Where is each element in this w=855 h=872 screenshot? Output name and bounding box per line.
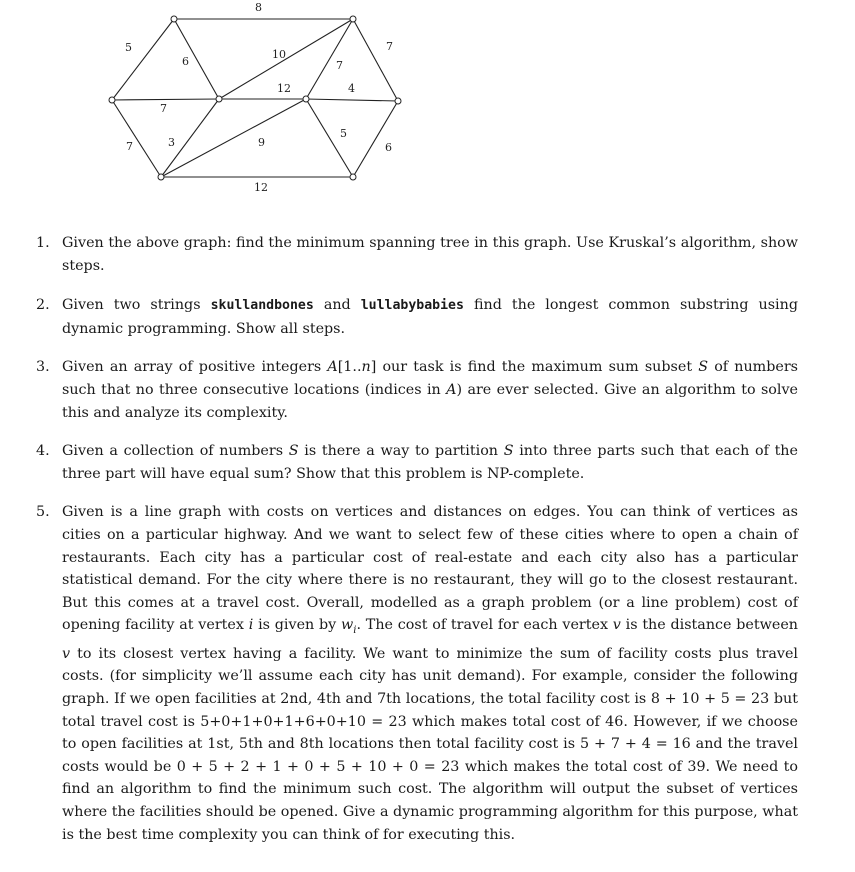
text-run: into three parts such that each of the three part will have equal sum? Show that this problem is NP-complete. <box>62 443 798 482</box>
vertex-right <box>395 98 401 104</box>
vertex-center-left <box>216 96 222 102</box>
weight-left-bl: 7 <box>126 140 133 153</box>
math-symbol: w <box>341 617 354 634</box>
edge-tl-left <box>112 19 174 100</box>
math-symbol: v <box>612 617 621 634</box>
question-number: 2. <box>36 297 50 314</box>
text-run: [1.. <box>337 359 362 376</box>
text-run: . The cost of travel for each vertex <box>356 617 613 634</box>
math-symbol: v <box>62 645 71 662</box>
question-item <box>36 440 798 485</box>
weight-right-br: 6 <box>385 141 392 154</box>
text-run: is there a way to partition <box>298 443 504 460</box>
question-number: 3. <box>36 359 50 376</box>
vertex-top-left <box>171 16 177 22</box>
text-run: of numbers such that no three consecutive locations (indices in <box>62 359 799 398</box>
question-text <box>62 294 798 340</box>
weight-cr-br: 5 <box>340 127 347 140</box>
code-string: skullandbones <box>210 298 314 314</box>
weight-mid-bl: 3 <box>168 136 175 149</box>
weighted-graph-figure <box>0 0 855 200</box>
text-run: to its closest vertex having a facility. We want to minimize the sum of facility costs plus travel costs. (for simplicity we’ll assume each city has unit demand). For example, consider the following graph. If we open facilities at 2nd, 4th and 7th locations, the total facility cost is 8 + 10 + 5 = 23 but total travel cost is 5+0+1+0+1+6+0+10 = 23 which makes total cost of 46. However, if we choose to open facilities at 1st, 5th and 8th locations then total facility cost is 5 + 7 + 4 = 16 and the travel costs would be 0 + 5 + 2 + 1 + 0 + 5 + 10 + 0 = 23 which makes the total cost of 39. We need to find an algorithm to find the minimum such cost. The algorithm will output the subset of vertices where the facilities should be opened. Give a dynamic programming algorithm for this purpose, what is the best time complexity you can think of for executing this. <box>62 645 798 843</box>
question-number: 1. <box>36 235 50 251</box>
math-symbol: n <box>361 359 371 376</box>
edge-cr-bl <box>161 99 306 177</box>
question-item <box>36 294 798 340</box>
weight-tr-right: 7 <box>386 40 393 53</box>
question-text <box>62 501 798 846</box>
question-text <box>62 232 798 277</box>
question-number: 5. <box>36 504 50 521</box>
math-symbol: i <box>248 617 254 634</box>
text-run: is the distance between <box>620 617 799 634</box>
question-item <box>36 501 798 846</box>
weight-tl-mid: 6 <box>182 55 189 68</box>
edge-left-mid <box>112 99 219 100</box>
question-number: 4. <box>36 443 50 460</box>
edge-tr-cr <box>306 19 353 99</box>
text-run: Given is a line graph with costs on vertices and distances on edges. You can think of vertices as cities on a particular highway. And we want to select few of these cities where to open a chain of restaurants. Each city has a particular cost of real-estate and each city also has a particular statistical demand. For the city where there is no restaurant, they will go to the closest restaurant. But this comes at a travel cost. Overall, modelled as a graph problem (or a line problem) cost of opening facility at vertex <box>62 504 798 634</box>
question-list <box>36 232 798 846</box>
question-item <box>36 232 798 277</box>
weight-tr-cr: 7 <box>336 59 343 72</box>
text-run: Given an array of positive integers <box>62 359 328 376</box>
question-text <box>62 440 798 485</box>
vertex-left <box>109 97 115 103</box>
math-symbol: A <box>327 359 338 376</box>
vertex-bottom-right <box>350 174 356 180</box>
text-run: ) are ever selected. Give an algorithm to solve this and analyze its complexity. <box>62 381 798 421</box>
weight-left-mid: 7 <box>160 102 167 115</box>
edge-left-bl <box>112 100 161 177</box>
edge-cr-right <box>306 99 398 101</box>
edge-tl-mid <box>174 19 219 99</box>
math-symbol: S <box>698 359 709 376</box>
weight-tr-mid: 10 <box>272 48 286 61</box>
weight-cr-right: 4 <box>348 82 355 95</box>
text-run: ] our task is find the maximum sum subset <box>370 359 699 376</box>
text-run: and <box>313 297 361 314</box>
question-text <box>62 356 798 424</box>
edge-right-br <box>353 101 398 177</box>
edge-tr-right <box>353 19 398 101</box>
math-symbol: S <box>288 443 299 460</box>
weight-mid-cr: 12 <box>277 82 291 95</box>
text-run: Given the above graph: find the minimum spanning tree in this graph. Use Kruskal’s algorithm, show steps. <box>62 235 798 274</box>
math-symbol: A <box>446 381 457 398</box>
weight-bottom: 12 <box>254 181 268 194</box>
math-symbol: S <box>503 443 514 460</box>
text-run: Given two strings <box>62 297 211 314</box>
text-run: Given a collection of numbers <box>62 443 289 460</box>
weight-cr-bl: 9 <box>258 136 265 149</box>
math-subscript: i <box>353 625 357 637</box>
text-run: find the longest common substring using dynamic programming. Show all steps. <box>62 297 798 337</box>
weight-tl-left: 5 <box>125 41 132 54</box>
text-run: is given by <box>253 617 342 634</box>
question-item <box>36 356 798 424</box>
vertex-center-right <box>303 96 309 102</box>
weight-top: 8 <box>255 1 262 14</box>
code-string: lullabybabies <box>360 298 464 314</box>
vertex-top-right <box>350 16 356 22</box>
vertex-bottom-left <box>158 174 164 180</box>
